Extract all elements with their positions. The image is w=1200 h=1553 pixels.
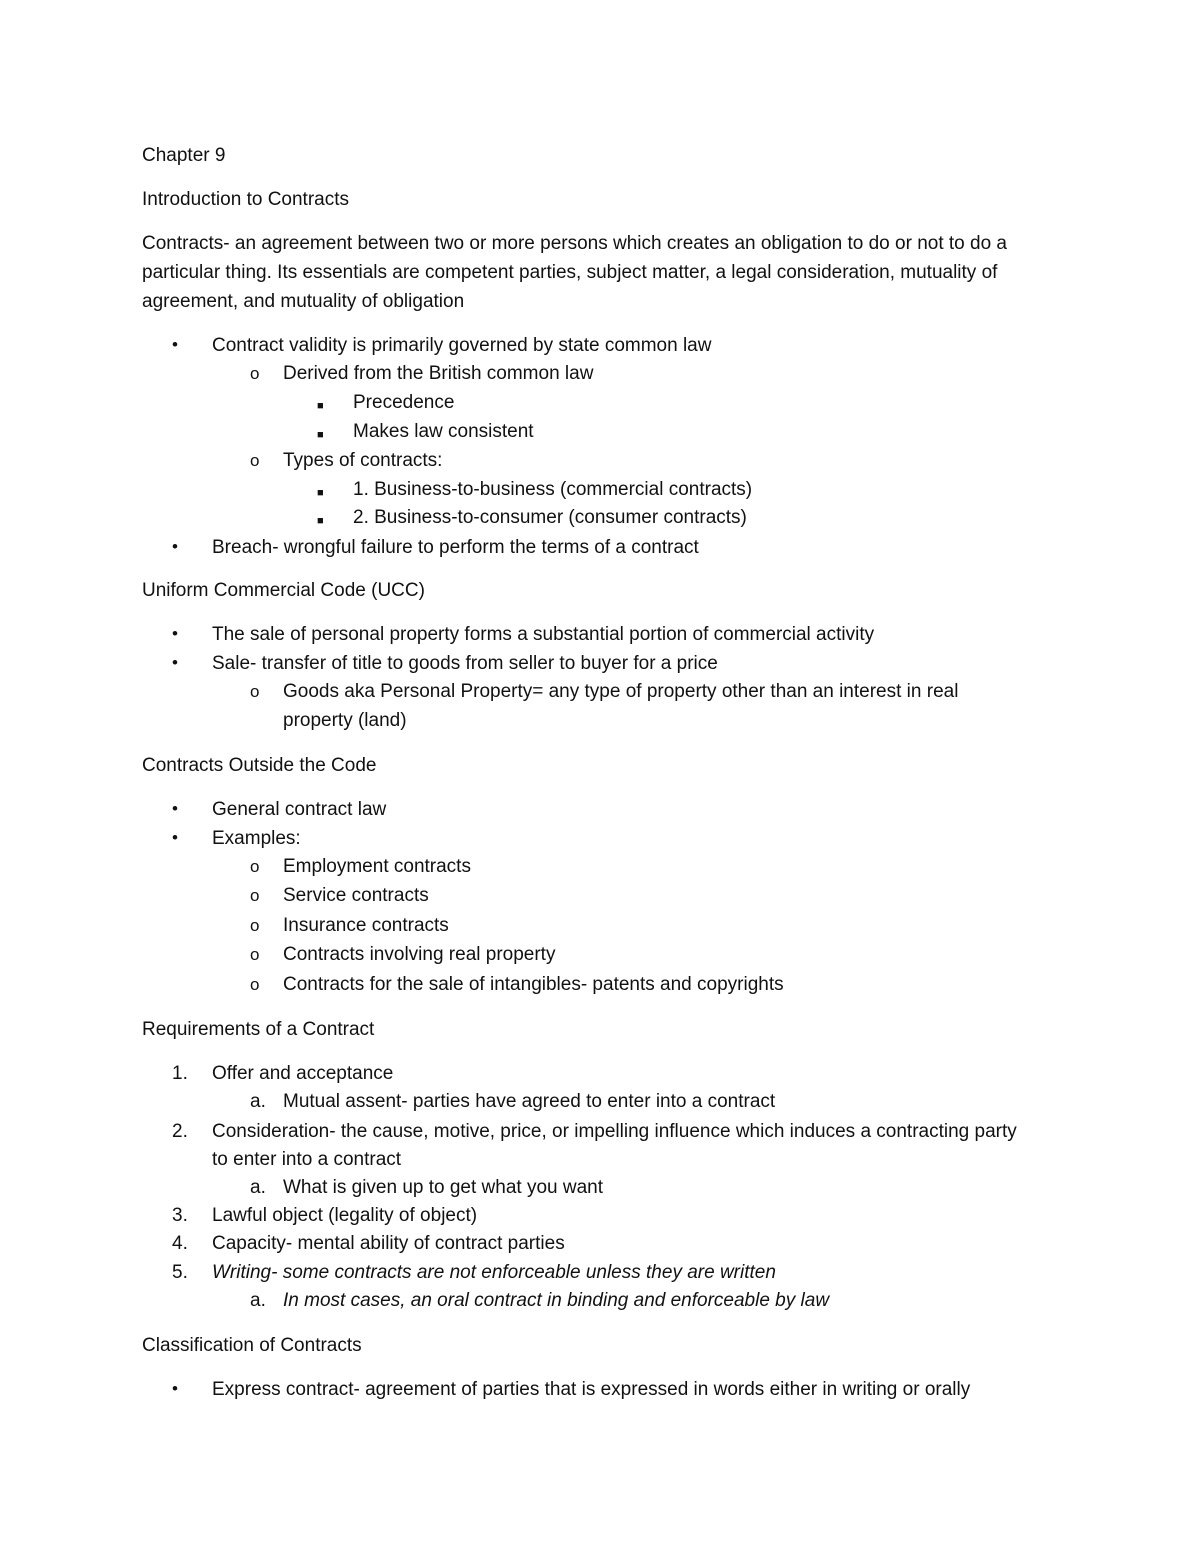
bullet-marker: • (172, 1379, 178, 1398)
circle-marker: o (250, 916, 260, 935)
list-item-express: Express contract- agreement of parties that is expressed in words either in writing or orally (212, 1379, 971, 1400)
circle-marker: o (250, 451, 260, 470)
heading-classification: Classification of Contracts (142, 1335, 362, 1356)
requirement-item: Lawful object (legality of object) (212, 1205, 478, 1226)
list-item-goods-line-2: property (land) (283, 710, 407, 731)
list-item-breach: Breach- wrongful failure to perform the terms of a contract (212, 537, 699, 558)
list-item-type-2: 2. Business-to-consumer (consumer contracts) (353, 507, 747, 528)
requirement-subitem-oral: In most cases, an oral contract in binding and enforceable by law (283, 1290, 830, 1311)
number-marker: 3. (172, 1205, 188, 1226)
heading-ucc: Uniform Commercial Code (UCC) (142, 580, 425, 601)
heading-introduction: Introduction to Contracts (142, 189, 349, 210)
number-marker: 4. (172, 1233, 188, 1254)
circle-marker: o (250, 945, 260, 964)
bullet-marker: • (172, 653, 178, 672)
chapter-label: Chapter 9 (142, 145, 226, 166)
bullet-marker: • (172, 828, 178, 847)
list-item-examples: Examples: (212, 828, 301, 849)
list-item-example: Service contracts (283, 885, 429, 906)
list-item-type-1: 1. Business-to-business (commercial contracts) (353, 479, 753, 500)
letter-marker: a. (250, 1177, 266, 1198)
intro-paragraph: Contracts- an agreement between two or more persons which creates an obligation to do or not to do a particular thing. Its essentials are competent parties, subject matter, a legal consideration, mutuality of agreement, and mutuality of obligation (142, 233, 1007, 312)
square-marker: ■ (317, 515, 324, 527)
list-item-validity: Contract validity is primarily governed by state common law (212, 335, 712, 356)
list-item-precedence: Precedence (353, 392, 455, 413)
circle-marker: o (250, 886, 260, 905)
bullet-marker: • (172, 799, 178, 818)
requirement-subitem: Mutual assent- parties have agreed to enter into a contract (283, 1091, 776, 1112)
list-item-consistent: Makes law consistent (353, 421, 534, 442)
list-item-sale-personal-property: The sale of personal property forms a substantial portion of commercial activity (212, 624, 875, 645)
list-item-general: General contract law (212, 799, 387, 820)
requirement-subitem: What is given up to get what you want (283, 1177, 604, 1198)
requirement-item: Offer and acceptance (212, 1063, 394, 1084)
bullet-marker: • (172, 335, 178, 354)
list-item-example: Insurance contracts (283, 915, 449, 936)
letter-marker: a. (250, 1290, 266, 1311)
letter-marker: a. (250, 1091, 266, 1112)
circle-marker: o (250, 364, 260, 383)
circle-marker: o (250, 682, 260, 701)
list-item-example: Employment contracts (283, 856, 471, 877)
list-item-example: Contracts involving real property (283, 944, 556, 965)
circle-marker: o (250, 975, 260, 994)
heading-outside-code: Contracts Outside the Code (142, 755, 377, 776)
requirement-item-line-1: Consideration- the cause, motive, price, or impelling influence which induces a contracting party (212, 1121, 1017, 1142)
number-marker: 1. (172, 1063, 188, 1084)
requirement-item-line-2: to enter into a contract (212, 1149, 402, 1170)
list-item-example: Contracts for the sale of intangibles- patents and copyrights (283, 974, 784, 995)
list-item-goods-line-1: Goods aka Personal Property= any type of property other than an interest in real (283, 681, 959, 702)
square-marker: ■ (317, 429, 324, 441)
number-marker: 2. (172, 1121, 188, 1142)
list-item-sale-definition: Sale- transfer of title to goods from seller to buyer for a price (212, 653, 718, 674)
square-marker: ■ (317, 400, 324, 412)
number-marker: 5. (172, 1262, 188, 1283)
list-item-types: Types of contracts: (283, 450, 443, 471)
square-marker: ■ (317, 487, 324, 499)
requirement-item-writing: Writing- some contracts are not enforceable unless they are written (212, 1262, 776, 1283)
requirement-item: Capacity- mental ability of contract parties (212, 1233, 565, 1254)
bullet-marker: • (172, 624, 178, 643)
heading-requirements: Requirements of a Contract (142, 1019, 375, 1040)
circle-marker: o (250, 857, 260, 876)
list-item-derived: Derived from the British common law (283, 363, 594, 384)
bullet-marker: • (172, 537, 178, 556)
